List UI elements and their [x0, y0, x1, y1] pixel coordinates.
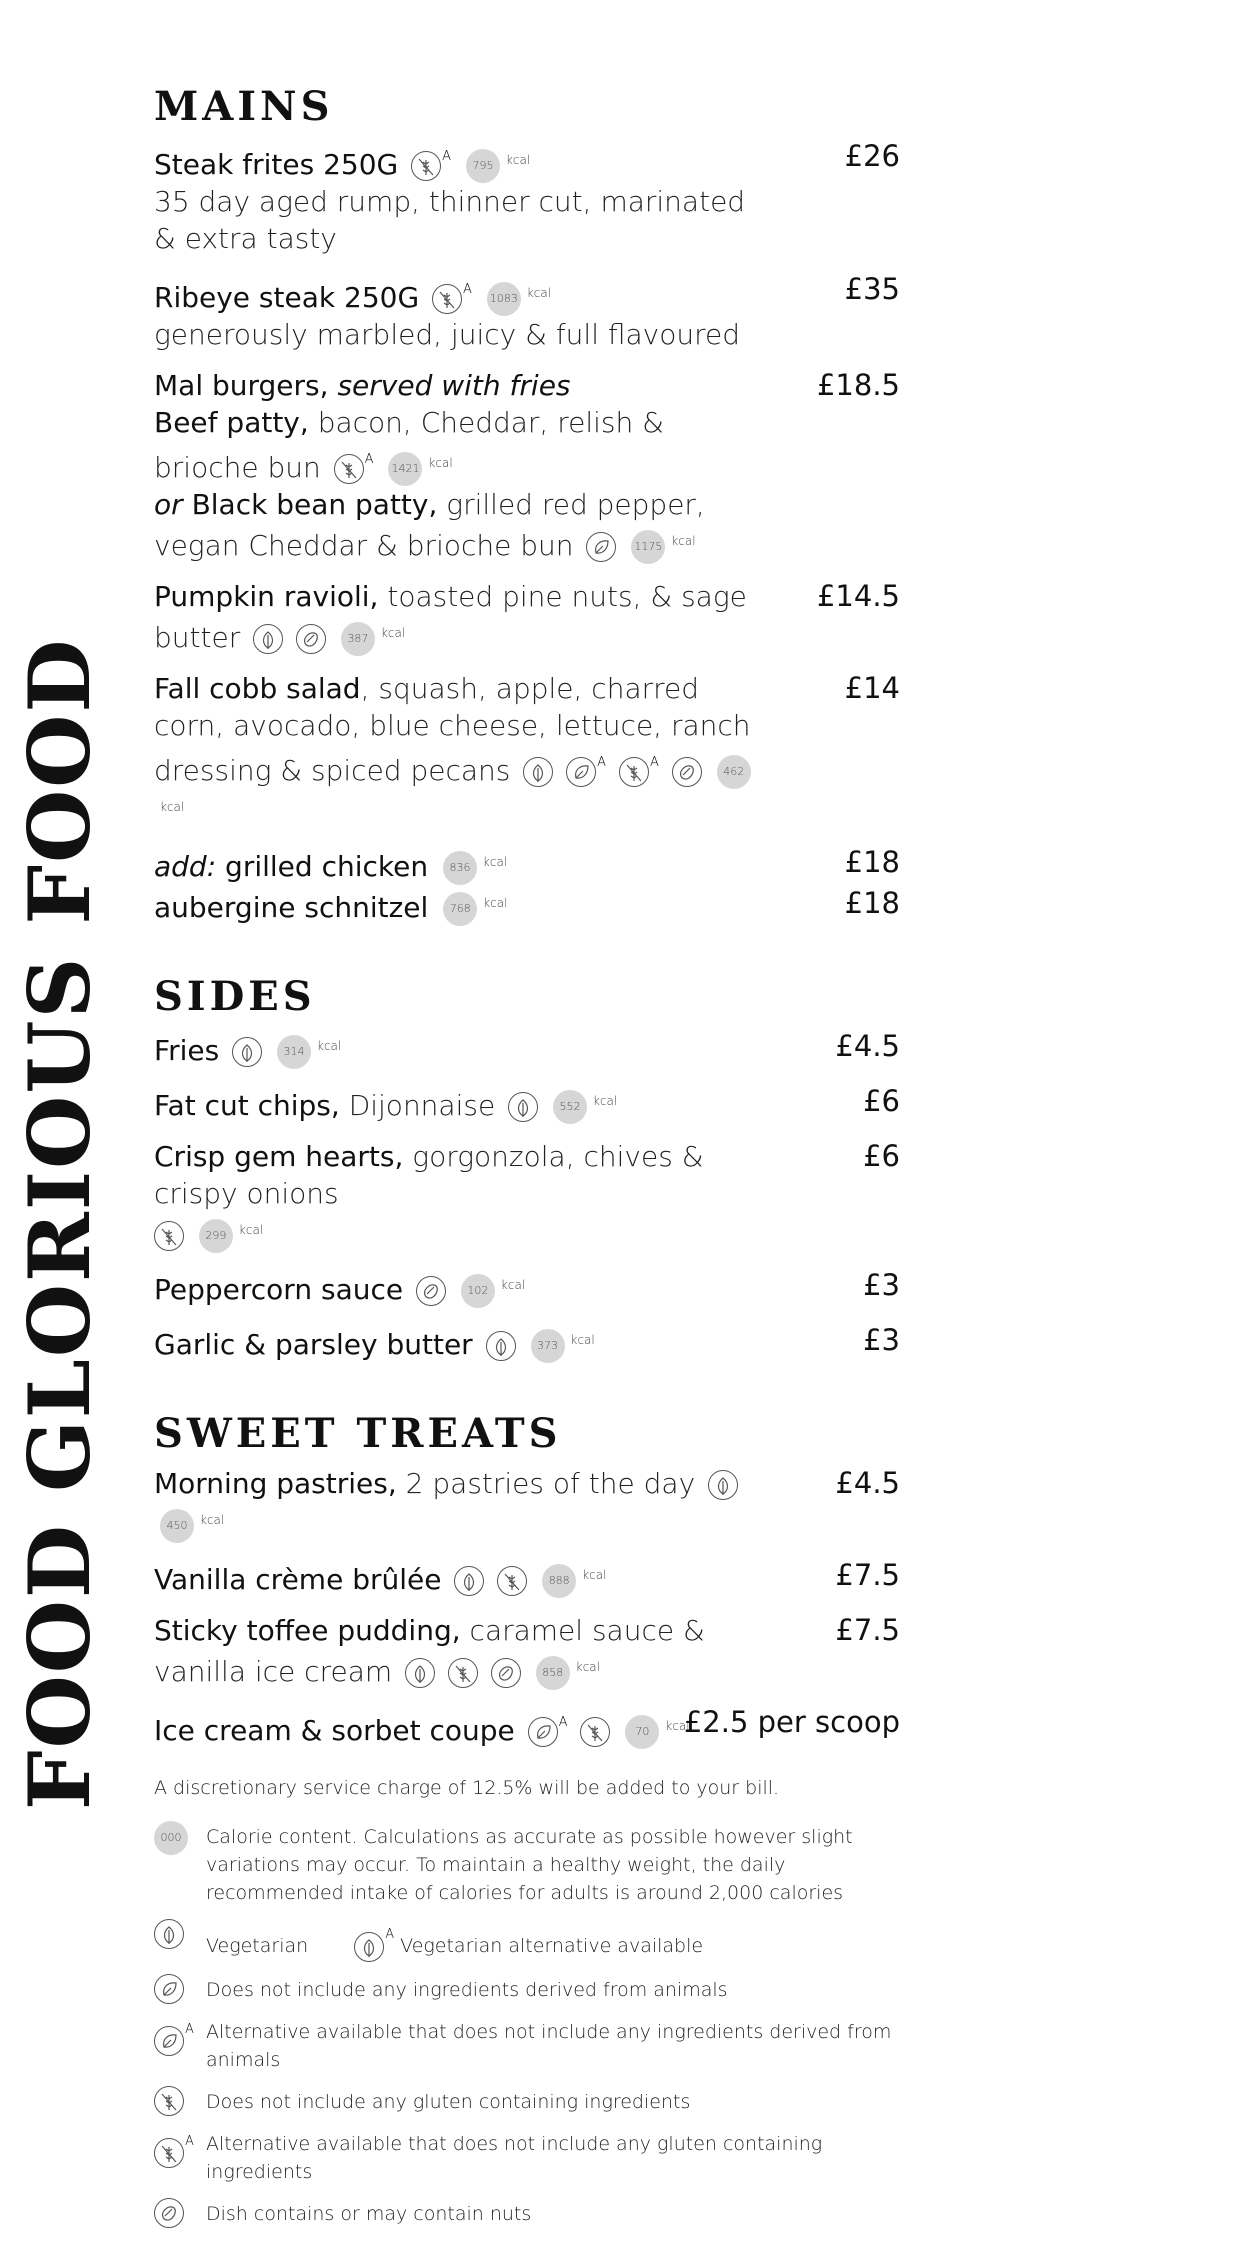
item-description: , squash, apple, charred corn, avocado, blue cheese, lettuce, ranch dressing & spiced pecans [154, 672, 751, 787]
item-name: Pumpkin ravioli, [154, 580, 379, 613]
menu-item-peppercorn-sauce [154, 1267, 900, 1308]
kcal-label: kcal [500, 1278, 526, 1292]
kcal-label: kcal [593, 1094, 618, 1108]
menu-item-ribeye [154, 271, 900, 353]
item-name: Mal burgers, [154, 369, 329, 402]
calorie-badge: 795 [466, 149, 500, 183]
vegetarian-icon [486, 1331, 516, 1361]
calorie-badge: 836 [443, 851, 477, 885]
gluten-free-icon [448, 1658, 478, 1688]
vegan-icon [154, 1974, 184, 2004]
alt-marker: A [385, 1927, 395, 1942]
gluten-free-icon [619, 757, 649, 787]
or-label: or [154, 488, 183, 521]
item-description: 35 day aged rump, thinner cut, marinated & extra tasty [154, 185, 746, 255]
vegetarian-icon [708, 1470, 738, 1500]
beef-patty-desc: bacon, Cheddar, relish & brioche bun [154, 406, 664, 484]
menu-item-sticky-toffee [154, 1612, 900, 1690]
legend-text: Alternative available that does not include any gluten containing ingredients [206, 2132, 823, 2183]
item-price: £7.5 [835, 1613, 900, 1647]
kcal-label: kcal [526, 286, 552, 300]
kcal-label: kcal [428, 456, 453, 470]
legend-text: Vegetarian [206, 1935, 309, 1957]
alt-marker: A [558, 1715, 568, 1730]
legend-text: Calorie content. Calculations as accurate as possible however slight variations may occur. To maintain a healthy weight, the daily recommended intake of calories for adults is around 2,000 calories [206, 1826, 853, 1904]
item-name: Peppercorn sauce [154, 1273, 404, 1306]
kcal-label: kcal [671, 534, 696, 548]
add-label: add: [154, 850, 217, 883]
nuts-icon [416, 1276, 446, 1306]
vegetarian-icon [454, 1566, 484, 1596]
kcal-label: kcal [238, 1223, 264, 1237]
alt-marker: A [597, 755, 607, 770]
menu-item-garlic-butter [154, 1322, 900, 1363]
legend-nuts [154, 2200, 900, 2228]
item-name: Ice cream & sorbet coupe [154, 1714, 515, 1747]
nuts-icon [672, 757, 702, 787]
item-name: Fall cobb salad [154, 672, 361, 705]
mains-section [154, 84, 900, 926]
item-name: grilled chicken [225, 850, 429, 883]
menu-item-cobb-salad [154, 670, 900, 830]
item-name: Vanilla crème brûlée [154, 1563, 442, 1596]
vegetarian-icon [253, 624, 283, 654]
kcal-label: kcal [665, 1719, 690, 1733]
vegetarian-icon [508, 1092, 538, 1122]
item-description: Dijonnaise [348, 1089, 496, 1122]
vertical-title: FOOD GLORIOUS FOOD [10, 637, 109, 1810]
kcal-label: kcal [380, 626, 406, 640]
calorie-badge: 768 [443, 892, 477, 926]
item-price: £3 [863, 1268, 900, 1302]
kcal-label: kcal [582, 1568, 607, 1582]
service-charge-note: A discretionary service charge of 12.5% will be added to your bill. [154, 1777, 780, 1799]
vegan-icon [528, 1717, 558, 1747]
item-price: £18.5 [816, 368, 900, 402]
item-price: £6 [863, 1084, 900, 1118]
menu-item-chips [154, 1083, 900, 1124]
menu-item-ice-cream [154, 1704, 900, 1749]
calorie-badge: 858 [536, 1656, 570, 1690]
nuts-icon [154, 2198, 184, 2228]
beef-patty-name: Beef patty, [154, 406, 309, 439]
menu-item-creme-brulee [154, 1557, 900, 1598]
vegan-icon [586, 532, 616, 562]
nuts-icon [296, 624, 326, 654]
gluten-free-icon [154, 1221, 184, 1251]
alt-marker: A [185, 2021, 194, 2037]
calorie-badge: 1175 [631, 530, 665, 564]
calorie-badge: 299 [199, 1219, 233, 1253]
gluten-free-icon [432, 284, 462, 314]
kcal-label: kcal [160, 800, 185, 814]
sweet-treats-section [154, 1411, 900, 1749]
kcal-label: kcal [200, 1513, 225, 1527]
vegan-icon [154, 2026, 184, 2056]
bean-patty-name: Black bean patty, [191, 488, 438, 521]
item-price: £4.5 [835, 1029, 900, 1063]
legend-vegan [154, 1976, 900, 2004]
gluten-free-icon [497, 1566, 527, 1596]
item-description: caramel sauce & vanilla ice cream [154, 1614, 705, 1688]
legend-text: Does not include any ingredients derived from animals [206, 1978, 728, 2001]
menu-item-chicken [154, 844, 900, 885]
item-price: £4.5 [835, 1466, 900, 1500]
calorie-badge: 70 [625, 1715, 659, 1749]
gluten-free-icon [154, 2086, 184, 2116]
legend-gluten-free [154, 2088, 900, 2116]
menu-item-steak-frites [154, 138, 900, 257]
vegetarian-icon [354, 1932, 384, 1962]
item-served: served with fries [337, 369, 571, 402]
item-description: generously marbled, juicy & full flavoured [154, 318, 741, 351]
item-description: toasted pine nuts, & sage butter [154, 580, 747, 654]
item-description: 2 pastries of the day [405, 1467, 696, 1500]
kcal-label: kcal [505, 153, 531, 167]
item-name: Sticky toffee pudding, [154, 1614, 461, 1647]
menu-item-fries [154, 1028, 900, 1069]
kcal-label: kcal [570, 1333, 595, 1347]
menu [154, 84, 900, 2242]
legend-text: Vegetarian alternative available [400, 1935, 704, 1957]
kcal-label: kcal [482, 855, 508, 869]
legend-vegetarian [154, 1921, 900, 1962]
kcal-label: kcal [317, 1039, 342, 1053]
kcal-label: kcal [575, 1660, 600, 1674]
legend-calories [154, 1823, 900, 1907]
menu-item-ravioli [154, 578, 900, 656]
item-name: aubergine schnitzel [154, 891, 429, 924]
gluten-free-icon [411, 151, 441, 181]
calorie-badge: 450 [160, 1509, 194, 1543]
item-price: £18 [844, 886, 900, 920]
legend-text: Does not include any gluten containing ingredients [206, 2090, 691, 2113]
calorie-badge: 888 [542, 1564, 576, 1598]
legend-text: Alternative available that does not include any ingredients derived from animals [206, 2020, 892, 2071]
alt-marker: A [185, 2133, 194, 2149]
calorie-badge: 102 [461, 1274, 495, 1308]
mains-heading: MAINS [154, 83, 334, 130]
item-name: Fat cut chips, [154, 1089, 340, 1122]
item-price: £26 [844, 139, 900, 173]
gluten-free-icon [580, 1717, 610, 1747]
legend-vegan-alt [154, 2018, 900, 2074]
vegetarian-icon [523, 757, 553, 787]
item-name: Steak frites 250G [154, 148, 399, 181]
calorie-badge: 373 [531, 1329, 565, 1363]
bean-patty-desc: grilled red pepper, vegan Cheddar & brioche bun [154, 488, 705, 562]
kcal-label: kcal [483, 896, 508, 910]
sweet-treats-heading: SWEET TREATS [154, 1410, 562, 1457]
item-price: £3 [863, 1323, 900, 1357]
gluten-free-icon [334, 454, 364, 484]
gluten-free-icon [154, 2138, 184, 2168]
menu-item-schnitzel [154, 885, 900, 926]
item-price: £18 [844, 845, 900, 879]
calorie-badge: 314 [277, 1035, 311, 1069]
menu-item-pastries [154, 1465, 900, 1543]
item-name: Ribeye steak 250G [154, 281, 420, 314]
legend-text: Dish contains or may contain nuts [206, 2202, 532, 2225]
alt-marker: A [463, 282, 472, 297]
item-description: gorgonzola, chives & crispy onions [154, 1140, 704, 1210]
alt-marker: A [442, 149, 452, 164]
calorie-badge: 462 [717, 755, 751, 789]
item-price: £14 [844, 671, 900, 705]
legend [154, 1823, 900, 2228]
item-price: £14.5 [816, 579, 900, 613]
item-name: Fries [154, 1034, 220, 1067]
calorie-badge: 552 [553, 1090, 587, 1124]
vegetarian-icon [154, 1919, 184, 1949]
item-price: £7.5 [835, 1558, 900, 1592]
alt-marker: A [649, 755, 659, 770]
vegan-icon [566, 757, 596, 787]
item-name: Garlic & parsley butter [154, 1328, 473, 1361]
legend-gluten-free-alt [154, 2130, 900, 2186]
nuts-icon [491, 1658, 521, 1688]
alt-marker: A [364, 452, 374, 467]
calorie-badge: 1421 [388, 452, 422, 486]
menu-item-gem-hearts [154, 1138, 900, 1253]
item-price: £35 [844, 272, 900, 306]
menu-item-burgers [154, 367, 900, 564]
sides-heading: SIDES [154, 973, 316, 1020]
sides-section [154, 974, 900, 1363]
item-name: Crisp gem hearts, [154, 1140, 404, 1173]
item-price: £6 [863, 1139, 900, 1173]
calorie-badge: 000 [154, 1821, 188, 1855]
calorie-badge: 387 [341, 622, 375, 656]
vegetarian-icon [405, 1658, 435, 1688]
item-price: £2.5 per scoop [683, 1705, 900, 1739]
vegetarian-icon [232, 1037, 262, 1067]
calorie-badge: 1083 [487, 282, 521, 316]
item-name: Morning pastries, [154, 1467, 397, 1500]
